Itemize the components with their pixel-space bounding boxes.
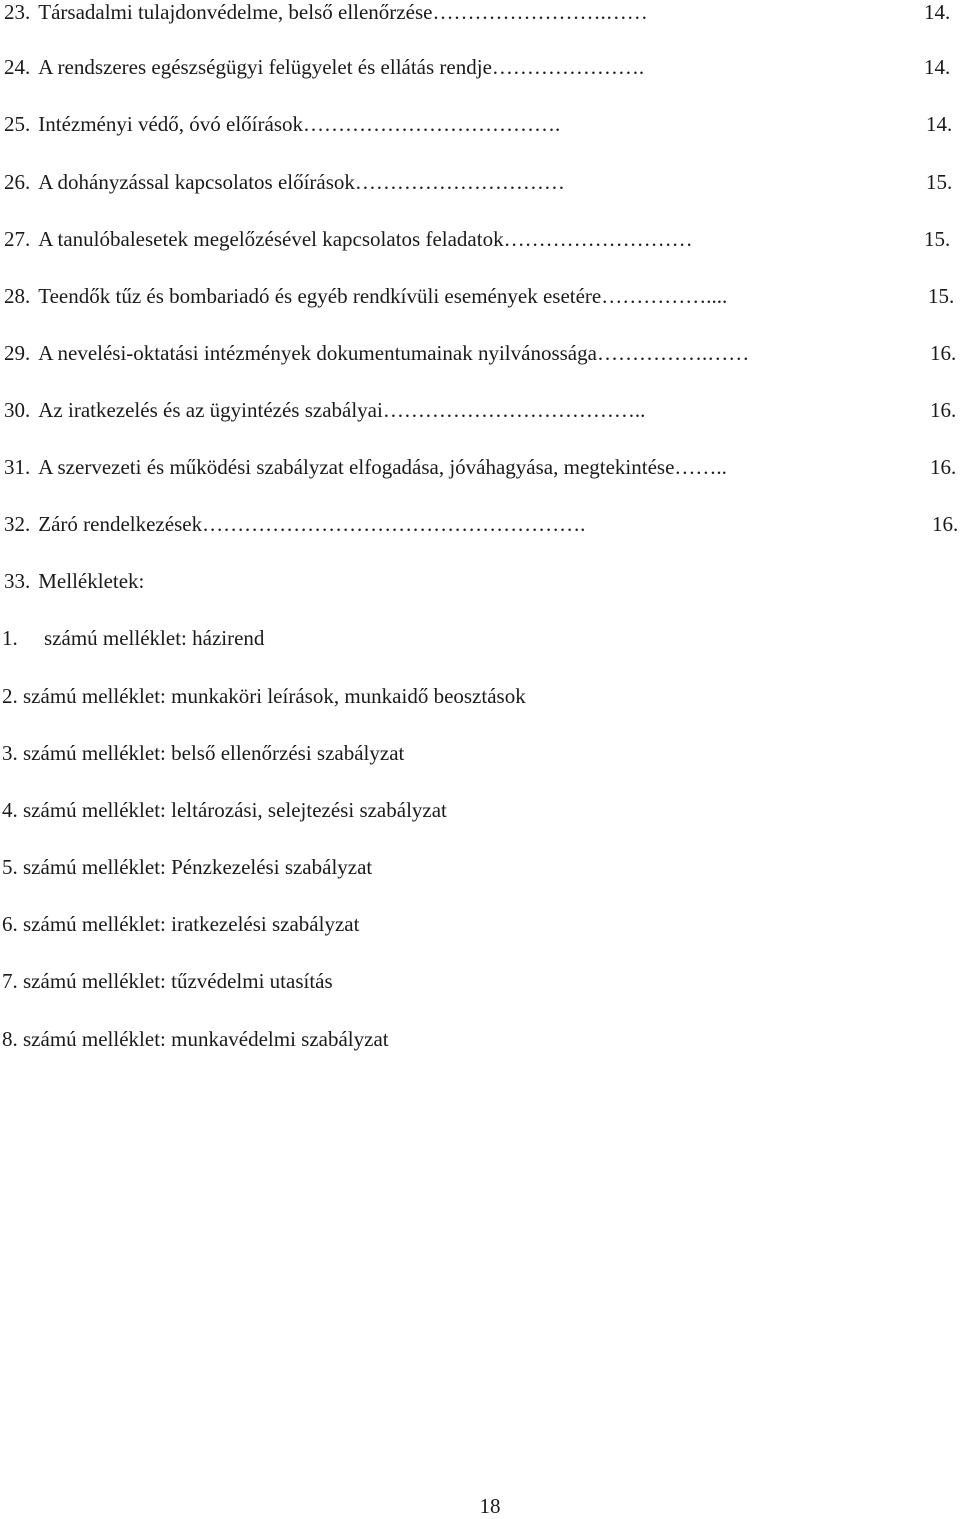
toc-item-leader: …………………….…… bbox=[432, 0, 648, 24]
toc-item-page: 15. bbox=[926, 170, 953, 194]
toc-item-title: Mellékletek: bbox=[38, 569, 145, 593]
toc-item-page: 14. bbox=[924, 0, 951, 24]
appendix-item-5: 5. számú melléklet: Pénzkezelési szabályzat bbox=[2, 855, 373, 879]
appendix-item-1: 1. számú melléklet: házirend bbox=[2, 626, 265, 650]
toc-item-leader: …………………. bbox=[491, 55, 645, 79]
toc-item-number: 25. bbox=[4, 112, 31, 136]
toc-item-number: 27. bbox=[4, 227, 31, 251]
toc-item-27 bbox=[4, 224, 951, 254]
appendix-item-8: 8. számú melléklet: munkavédelmi szabályzat bbox=[2, 1027, 389, 1051]
appendix-item-7: 7. számú melléklet: tűzvédelmi utasítás bbox=[2, 969, 333, 993]
appendix-item-3: 3. számú melléklet: belső ellenőrzési szabályzat bbox=[2, 741, 405, 765]
toc-item-leader: ……………………………….. bbox=[382, 398, 646, 422]
toc-item-page: 16. bbox=[930, 398, 957, 422]
toc-item-number: 30. bbox=[4, 398, 31, 422]
toc-item-title: A dohányzással kapcsolatos előírások bbox=[38, 170, 355, 194]
toc-item-number: 31. bbox=[4, 455, 31, 479]
toc-item-24 bbox=[4, 52, 951, 82]
toc-item-leader: ……………………… bbox=[503, 227, 693, 251]
toc-item-number: 33. bbox=[4, 569, 31, 593]
toc-item-title: A tanulóbalesetek megelőzésével kapcsolatos feladatok bbox=[38, 227, 504, 251]
toc-item-32 bbox=[4, 509, 959, 539]
appendix-item-2: 2. számú melléklet: munkaköri leírások, munkaidő beosztások bbox=[2, 684, 526, 708]
toc-item-page: 16. bbox=[930, 455, 957, 479]
toc-item-30 bbox=[4, 395, 957, 425]
toc-item-title: Teendők tűz és bombariadó és egyéb rendkívüli események esetére bbox=[38, 284, 602, 308]
toc-item-page: 15. bbox=[928, 284, 955, 308]
toc-item-page: 14. bbox=[924, 55, 951, 79]
toc-item-number: 28. bbox=[4, 284, 31, 308]
toc-item-page: 15. bbox=[924, 227, 951, 251]
toc-item-leader: ………………………… bbox=[354, 170, 565, 194]
toc-item-leader: …….. bbox=[674, 455, 727, 479]
toc-item-number: 26. bbox=[4, 170, 31, 194]
toc-item-29 bbox=[4, 338, 957, 368]
toc-item-number: 23. bbox=[4, 0, 31, 24]
toc-item-number: 32. bbox=[4, 512, 31, 536]
toc-item-title: A rendszeres egészségügyi felügyelet és ellátás rendje bbox=[38, 55, 492, 79]
toc-item-leader: …………….…… bbox=[596, 341, 750, 365]
toc-item-page: 16. bbox=[930, 341, 957, 365]
toc-item-26 bbox=[4, 167, 953, 197]
toc-item-title: A nevelési-oktatási intézmények dokumentumainak nyilvánossága bbox=[38, 341, 597, 365]
toc-item-31 bbox=[4, 452, 957, 482]
toc-item-25 bbox=[4, 109, 953, 139]
toc-item-title: Társadalmi tulajdonvédelme, belső ellenőrzése bbox=[38, 0, 433, 24]
appendix-item-6: 6. számú melléklet: iratkezelési szabályzat bbox=[2, 912, 360, 936]
toc-item-leader: ………………………………………………. bbox=[202, 512, 586, 536]
toc-item-23 bbox=[4, 0, 951, 27]
toc-item-page: 14. bbox=[926, 112, 953, 136]
toc-item-page: 16. bbox=[932, 512, 959, 536]
toc-item-leader: ………………………………. bbox=[303, 112, 561, 136]
toc-item-number: 24. bbox=[4, 55, 31, 79]
toc-item-title: Az iratkezelés és az ügyintézés szabályai bbox=[38, 398, 383, 422]
toc-item-title: Záró rendelkezések bbox=[38, 512, 203, 536]
toc-item-title: Intézményi védő, óvó előírások bbox=[38, 112, 304, 136]
toc-item-28 bbox=[4, 281, 955, 311]
page-number: 18 bbox=[479, 1494, 501, 1518]
toc-item-33 bbox=[4, 566, 144, 596]
toc-item-number: 29. bbox=[4, 341, 31, 365]
toc-item-leader: …………….... bbox=[601, 284, 728, 308]
appendix-item-4: 4. számú melléklet: leltározási, selejtezési szabályzat bbox=[2, 798, 447, 822]
toc-item-title: A szervezeti és működési szabályzat elfogadása, jóváhagyása, megtekintése bbox=[38, 455, 675, 479]
